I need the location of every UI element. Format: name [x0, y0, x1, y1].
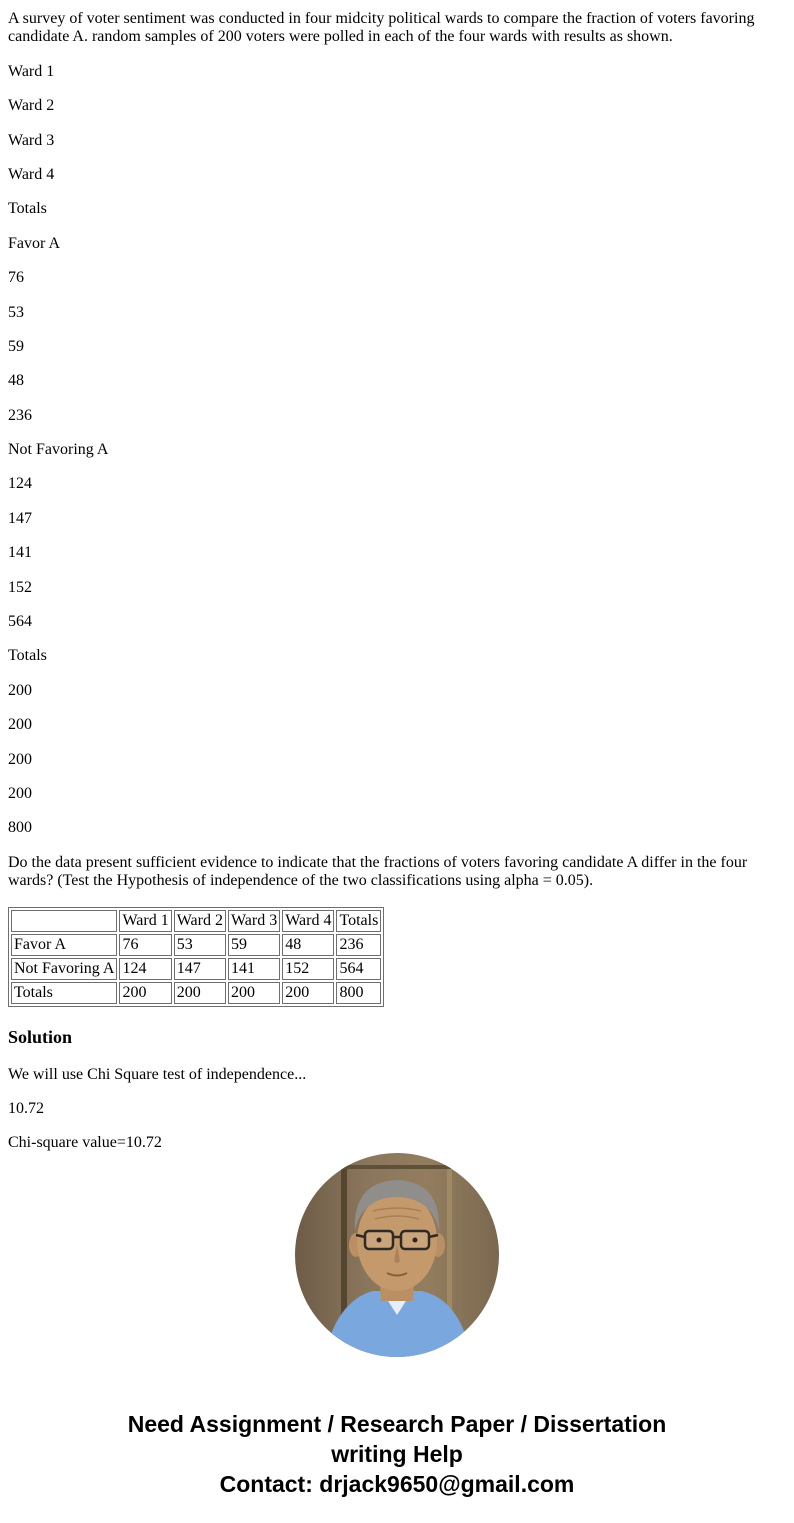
table-cell: 236: [336, 934, 381, 956]
table-cell: 200: [119, 982, 171, 1004]
avatar: [295, 1153, 499, 1357]
table-cell: 564: [336, 958, 381, 980]
table-header-cell: Ward 4: [282, 910, 334, 932]
solution-line: 10.72: [8, 1099, 44, 1117]
data-line: 200: [8, 750, 32, 768]
data-line: Favor A: [8, 234, 60, 252]
table-header-cell: [11, 910, 117, 932]
table-cell: 200: [282, 982, 334, 1004]
data-line: Ward 3: [8, 131, 55, 149]
data-line: 152: [8, 578, 32, 596]
solution-line: We will use Chi Square test of independence...: [8, 1065, 307, 1083]
table-header-cell: Ward 1: [119, 910, 171, 932]
promo-text: [0, 1409, 794, 1499]
data-line: 200: [8, 716, 32, 734]
data-line: 53: [8, 303, 24, 321]
table-cell: Not Favoring A: [11, 958, 117, 980]
table-cell: 152: [282, 958, 334, 980]
data-line: Ward 1: [8, 62, 55, 80]
data-line: 564: [8, 613, 32, 631]
data-line: 200: [8, 681, 32, 699]
data-line: Totals: [8, 647, 47, 665]
promo-heading-line2: writing Help: [331, 1441, 463, 1467]
table-header-cell: Totals: [336, 910, 381, 932]
table-cell: 59: [228, 934, 280, 956]
table-row: [11, 982, 381, 1004]
table-cell: 76: [119, 934, 171, 956]
table-header-cell: Ward 3: [228, 910, 280, 932]
table-cell: 141: [228, 958, 280, 980]
table-row: [11, 958, 381, 980]
table-header-cell: Ward 2: [174, 910, 226, 932]
table-cell: 200: [228, 982, 280, 1004]
question-paragraph: Do the data present sufficient evidence to indicate that the fractions of voters favoring candidate A differ in the four wards? (Test the Hypothesis of independence of the two classifications using alpha = 0.05).: [8, 853, 748, 890]
data-line: Not Favoring A: [8, 441, 109, 459]
intro-paragraph: A survey of voter sentiment was conducted in four midcity political wards to compare the fraction of voters favoring candidate A. random samples of 200 voters were polled in each of the four wards with results as shown.: [8, 10, 755, 46]
table-cell: Favor A: [11, 934, 117, 956]
table-cell: 147: [174, 958, 226, 980]
data-line: 236: [8, 406, 32, 424]
footer: [0, 1153, 794, 1499]
data-line: 48: [8, 372, 24, 390]
table-cell: Totals: [11, 982, 117, 1004]
contact-email: Contact: drjack9650@gmail.com: [219, 1471, 575, 1497]
data-line: 124: [8, 475, 32, 493]
data-line: 76: [8, 269, 24, 287]
table-header-row: [11, 910, 381, 932]
data-line: Ward 2: [8, 97, 55, 115]
solution-line: Chi-square value=10.72: [8, 1134, 162, 1152]
tutor-avatar-image: [295, 1153, 499, 1357]
solution-heading: Solution: [8, 1026, 73, 1047]
data-line: 200: [8, 784, 32, 802]
data-line: 147: [8, 509, 32, 527]
table-cell: 124: [119, 958, 171, 980]
table-cell: 53: [174, 934, 226, 956]
data-line: 800: [8, 819, 32, 837]
results-table: [8, 907, 384, 1007]
data-line: 141: [8, 544, 32, 562]
table-row: [11, 934, 381, 956]
table-cell: 48: [282, 934, 334, 956]
table-cell: 800: [336, 982, 381, 1004]
data-line: Ward 4: [8, 165, 55, 183]
data-line: 59: [8, 337, 24, 355]
table-cell: 200: [174, 982, 226, 1004]
promo-heading-line1: Need Assignment / Research Paper / Dissertation: [127, 1411, 667, 1437]
data-line: Totals: [8, 200, 47, 218]
